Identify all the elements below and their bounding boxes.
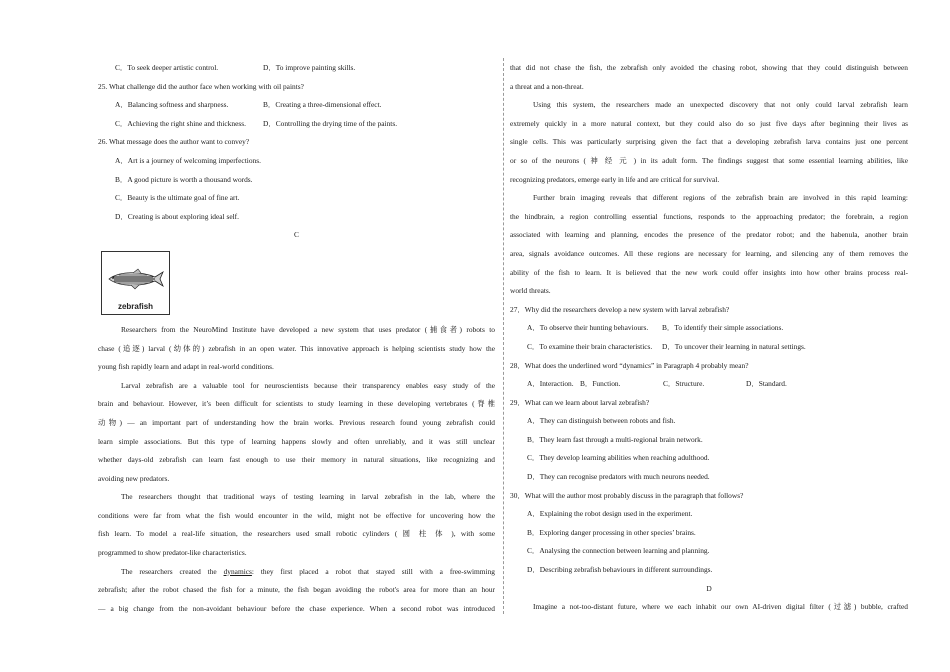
q26-option-c[interactable]: C．Beauty is the ultimate goal of fine art. — [115, 193, 240, 203]
paragraph-line: that did not chase the fish, the zebrafish only avoided the chasing robot, showing that they could distinguish between — [510, 63, 908, 72]
paragraph-5 — [510, 96, 908, 189]
q30-stem: 30．What will the author most probably discuss in the paragraph that follows? — [510, 490, 744, 500]
zebrafish-icon — [105, 268, 165, 290]
paragraph-line: Larval zebrafish are a valuable tool for neuroscientists because their transparency enables easy study of the — [121, 380, 495, 390]
q25-stem: 25. What challenge did the author face when working with oil paints? — [98, 81, 304, 91]
q30-option-c[interactable]: C．Analysing the connection between learning and planning. — [527, 546, 710, 556]
paragraph-1 — [98, 321, 495, 377]
q30-option-d[interactable]: D．Describing zebrafish behaviours in different surroundings. — [527, 565, 713, 575]
paragraph-line: fish learn. To model a real-life situation, the researchers used small robotic cylinders ( 圆 柱 体 ), with some — [98, 529, 495, 539]
section-d-paragraph — [510, 598, 908, 617]
paragraph-line: programmed to show predator-like characteristics. — [98, 548, 247, 558]
q28-option-c[interactable]: C．Structure. — [663, 379, 705, 389]
paragraph-line: extremely quickly in a more natural context, but they could also do so just five days after beginning their lives as — [510, 118, 908, 128]
q26-option-d[interactable]: D．Creating is about exploring ideal self. — [115, 211, 239, 221]
q25-option-d[interactable]: D．Controlling the drying time of the paints. — [263, 118, 398, 128]
q27-options-cd — [510, 338, 908, 357]
q28-stem: 28．What does the underlined word “dynamics” in Paragraph 4 probably mean? — [510, 360, 749, 370]
q27-options-ab — [510, 319, 908, 338]
paragraph-3 — [98, 488, 495, 562]
right-column — [510, 59, 908, 617]
paragraph-line: brain and behaviour. However, it’s been difficult for scientists to study learning in these developing vertebrates (脊椎 — [98, 399, 495, 409]
paragraph-line: Researchers from the NeuroMind Institute have developed a new system that uses predator (捕食者) robots to — [121, 324, 495, 334]
p4-post: : they first placed a robot that stayed still with a free-swimming — [251, 566, 495, 576]
q24-options-cd — [98, 59, 495, 78]
paragraph-line: young fish rapidly learn and adapt in real-world conditions. — [98, 362, 274, 372]
q29-option-a[interactable]: A．They can distinguish between robots and fish. — [527, 416, 676, 426]
q27-stem: 27．Why did the researchers develop a new system with larval zebrafish? — [510, 304, 730, 314]
q25-options-ab — [98, 96, 495, 115]
q27-option-d[interactable]: D．To uncover their learning in natural settings. — [662, 341, 806, 351]
q24-option-c[interactable]: C．To seek deeper artistic control. — [115, 63, 219, 72]
q28-option-b[interactable]: B．Function. — [580, 379, 621, 389]
q30-option-b[interactable]: B．Exploring danger processing in other species’ brains. — [527, 527, 696, 537]
section-d-label: D — [706, 583, 712, 593]
paragraph-line: recognizing predators, emerge early in life and are critical for survival. — [510, 174, 720, 184]
left-column — [98, 59, 495, 618]
paragraph-line: single cells. This was particularly surprising given the fact that a developing zebrafish larva contains just one percent — [510, 137, 908, 147]
q25-option-b[interactable]: B．Creating a three-dimensional effect. — [263, 100, 382, 110]
q26-option-a[interactable]: A．Art is a journey of welcoming imperfections. — [115, 155, 261, 165]
q29-option-d[interactable]: D．They can recognise predators with much neurons needed. — [527, 472, 710, 482]
q25-option-a[interactable]: A．Balancing softness and sharpness. — [115, 100, 229, 110]
q27-option-a[interactable]: A．To observe their hunting behaviours. — [527, 323, 649, 333]
q24-option-d[interactable]: D．To improve painting skills. — [263, 63, 356, 72]
q30-option-a[interactable]: A．Explaining the robot design used in the experiment. — [527, 509, 693, 519]
q29-option-b[interactable]: B．They learn fast through a multi-regional brain network. — [527, 434, 703, 444]
paragraph-4 — [98, 563, 495, 619]
q28-options — [510, 375, 908, 394]
underlined-word-dynamics: dynamics — [223, 566, 252, 576]
q26-option-b[interactable]: B．A good picture is worth a thousand words. — [115, 174, 253, 184]
paragraph-line: zebrafish; after the robot chased the fish for a minute, the fish began avoiding the robot's area for more than an hour — [98, 585, 495, 595]
q29-stem: 29．What can we learn about larval zebrafish? — [510, 397, 650, 407]
paragraph-line: Further brain imaging reveals that different regions of the zebrafish brain are involved in this rapid learning: — [533, 193, 908, 203]
p4-pre: The researchers created the — [121, 566, 224, 576]
zebrafish-caption: zebrafish — [117, 301, 154, 311]
q28-option-d[interactable]: D．Standard. — [746, 379, 787, 389]
paragraph-6 — [510, 189, 908, 301]
paragraph-line: learn simple associations. But this type of learning happens slowly and often unreliably, and it was still unclear — [98, 436, 495, 446]
paragraph-line: avoiding new predators. — [98, 473, 170, 483]
section-c-label: C — [294, 230, 299, 240]
zebrafish-image — [101, 251, 170, 315]
q28-option-a[interactable]: A．Interaction. — [527, 379, 574, 389]
paragraph-line: — a big change from the non-avoidant behaviour before the chase experience. When a second robot was introduced — [98, 603, 495, 613]
paragraph-line: Using this system, the researchers made an unexpected discovery that not only could larval zebrafish learn — [533, 100, 908, 110]
paragraph-line: conditions were far from what the fish would encounter in the wild, might not be effective for uncovering how the — [98, 510, 495, 520]
q25-option-c[interactable]: C．Achieving the right shine and thickness. — [115, 118, 246, 128]
paragraph-line: or so of the neurons ( 神 经 元 ) in its adult form. The findings suggest that some essential learning abilities, like — [510, 155, 908, 165]
paragraph-line: a threat and a non-threat. — [510, 81, 584, 91]
paragraph-2 — [98, 377, 495, 489]
paragraph-line: area, signals avoidance outcomes. All these regions are necessary for learning, and silencing any of them removes the — [510, 248, 908, 258]
paragraph-line: 动物) — an important part of understanding how the brain works. Previous research found young zebrafish could — [98, 417, 495, 427]
paragraph-line: world threats. — [510, 286, 551, 296]
paragraph-line: whether days-old zebrafish can learn fast enough to use their memory in natural situations, like recognizing and — [98, 455, 495, 465]
paragraph-line: Imagine a not-too-distant future, where we each inhabit our own AI-driven digital filter (过滤) bubble, crafted — [533, 602, 908, 612]
column-divider — [503, 58, 504, 614]
q27-option-b[interactable]: B．To identify their simple associations. — [662, 323, 784, 333]
paragraph-line: the hindbrain, a region controlling essential functions, responds to the approaching predator; the forebrain, a region — [510, 211, 908, 221]
paragraph-line: The researchers thought that traditional ways of testing learning in larval zebrafish in the lab, where the — [121, 492, 495, 502]
paragraph-line — [98, 563, 495, 582]
q27-option-c[interactable]: C．To examine their brain characteristics. — [527, 341, 653, 351]
q25-options-cd — [98, 115, 495, 134]
q26-stem: 26. What message does the author want to convey? — [98, 137, 250, 147]
paragraph-line: ability of the fish to learn. It is believed that the new work could offer insights into how other brains process real- — [510, 267, 908, 277]
paragraph-line: associated with learning and planning, encodes the presence of the predator robot; and the habenula, another brain — [510, 230, 908, 240]
q29-option-c[interactable]: C．They develop learning abilities when reaching adulthood. — [527, 453, 710, 463]
paragraph-4-continued — [510, 59, 908, 96]
paragraph-line: chase (追逐) larval (幼体的) zebrafish in an open water. This innovative approach is helping scientists study how the — [98, 343, 495, 353]
